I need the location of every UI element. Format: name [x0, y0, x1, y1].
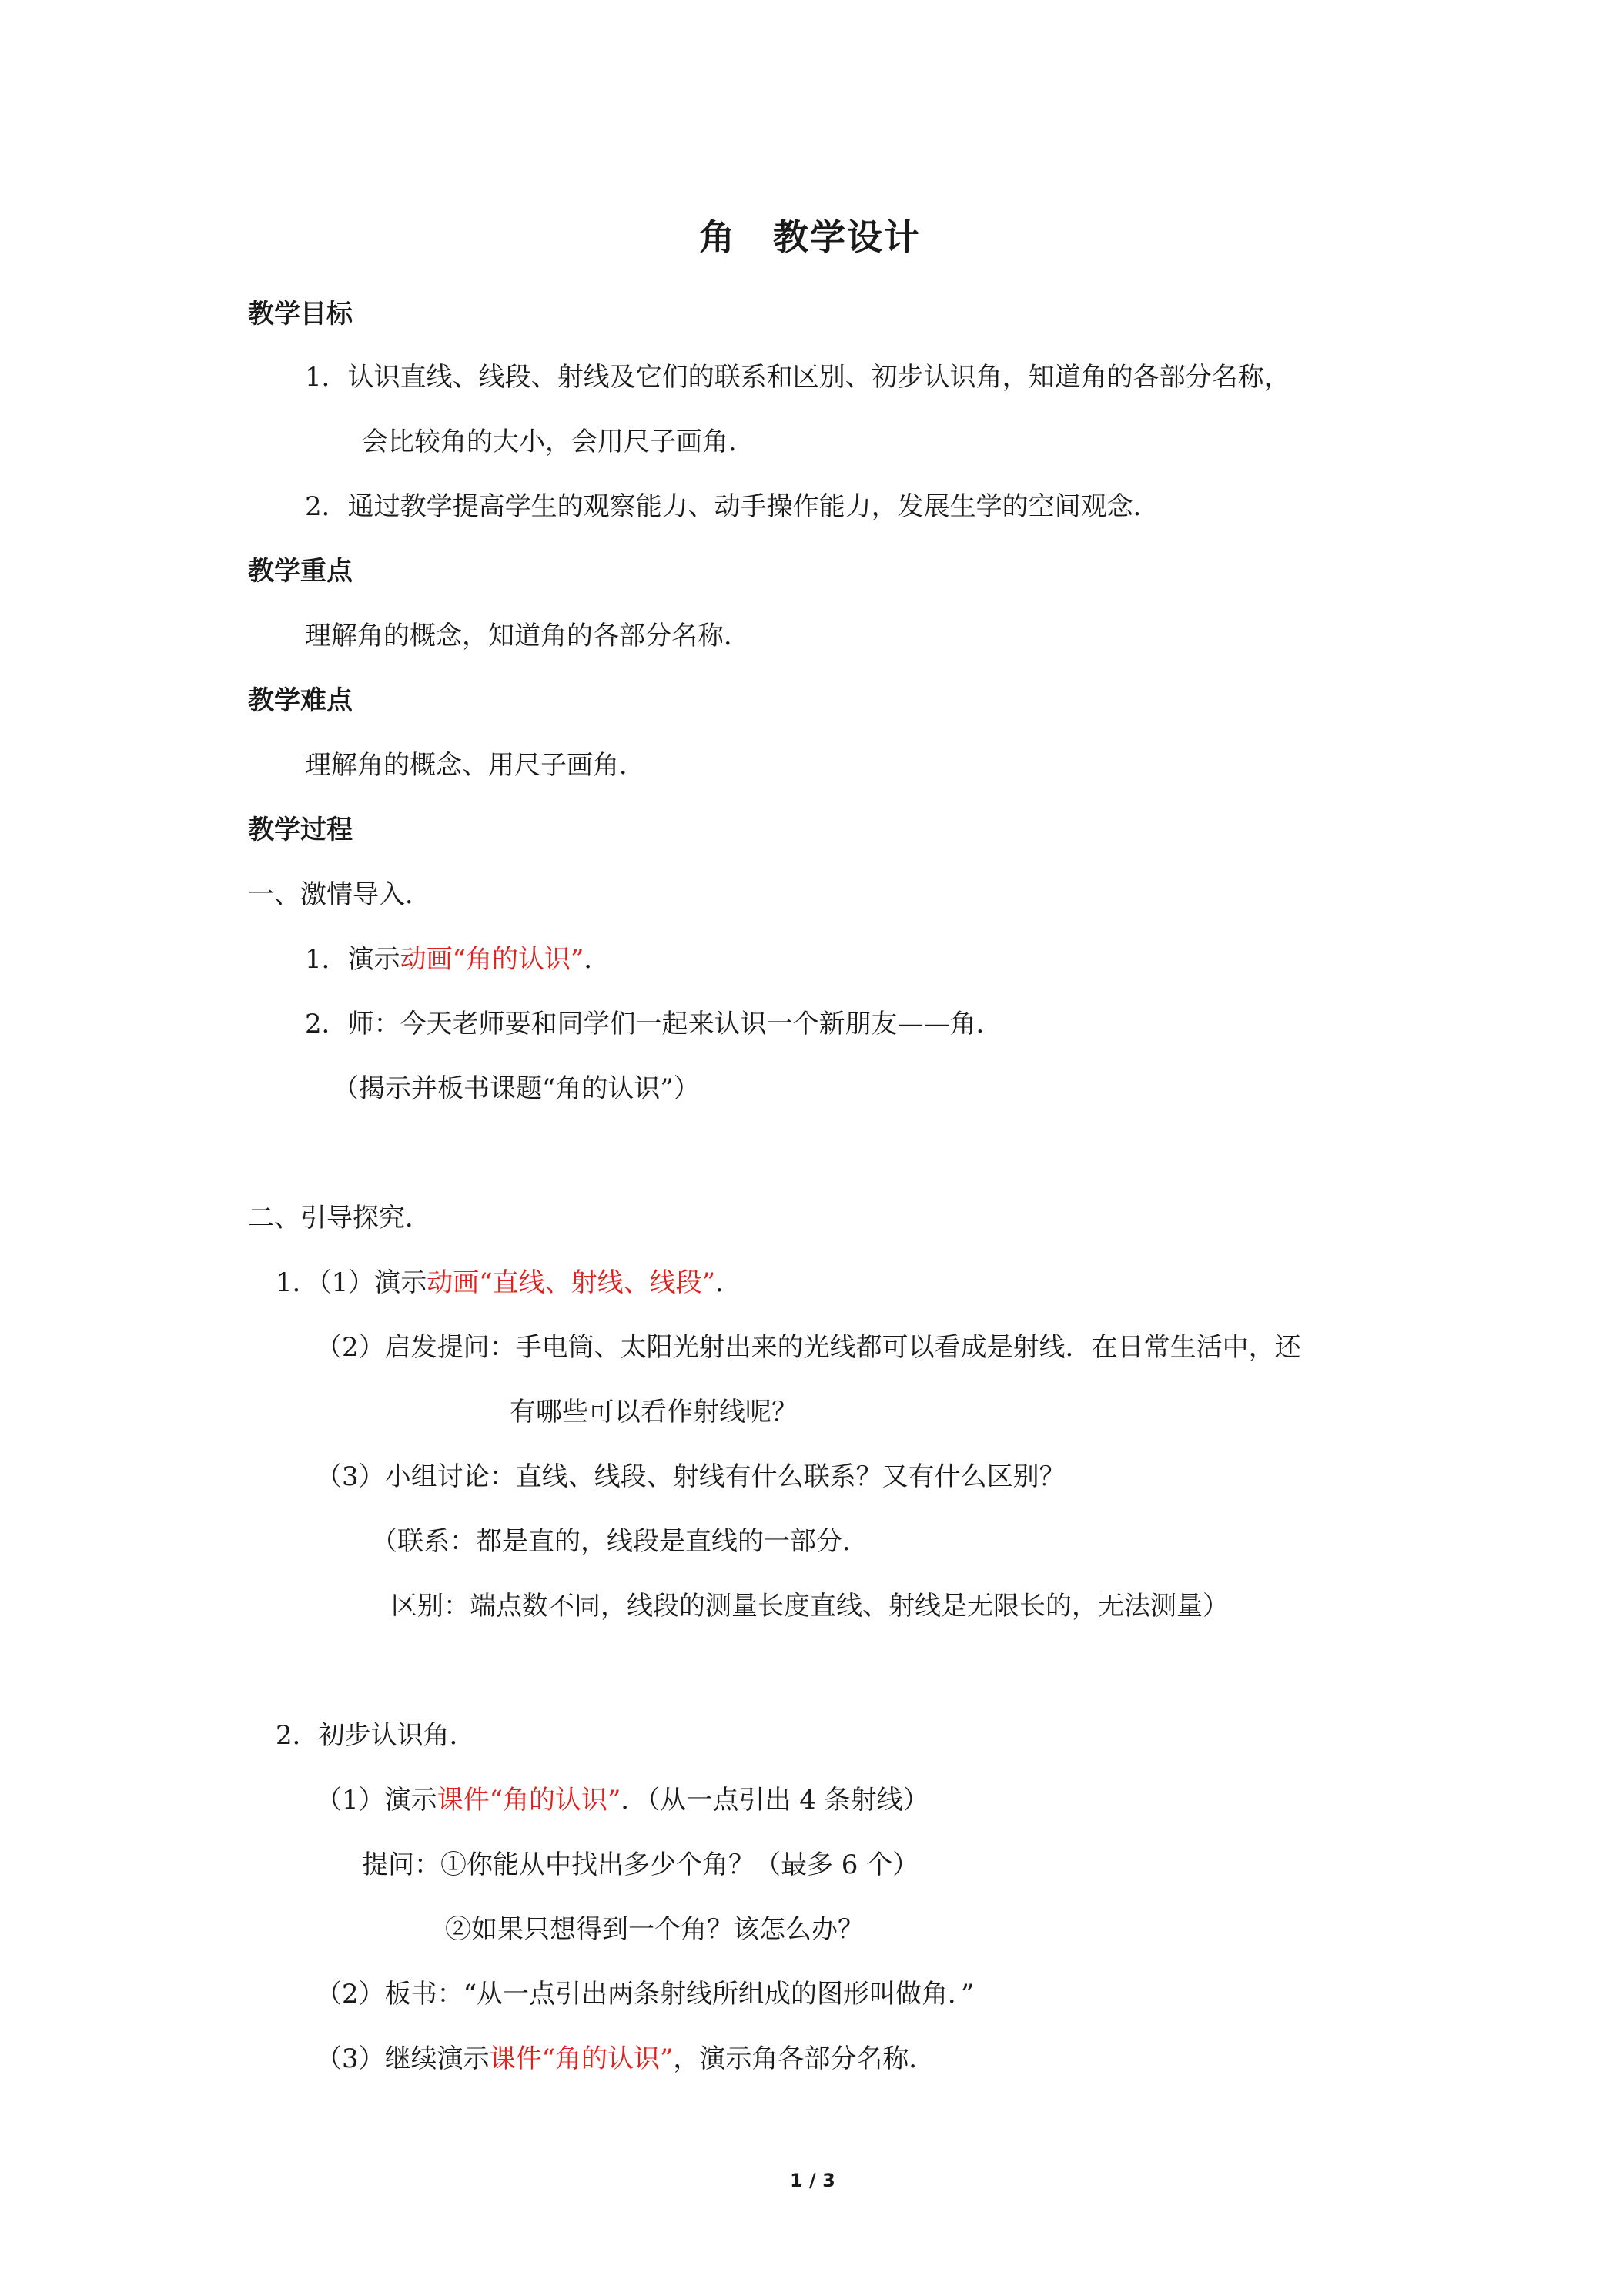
part1-item-2: 2．师：今天老师要和同学们一起来认识一个新朋友——角． — [305, 1009, 1002, 1039]
part2-angle-step-3 — [316, 2040, 935, 2077]
animation-link-angle[interactable]: 动画“角的认识” — [400, 944, 584, 975]
part1-item-1 — [305, 941, 610, 978]
page-number: 1 / 3 — [790, 2170, 835, 2191]
difficulties-text: 理解角的概念、用尺子画角． — [305, 750, 645, 781]
question-1: 提问：①你能从中找出多少个角？（最多 6 个） — [362, 1849, 919, 1880]
part2-angle-step-1 — [316, 1782, 929, 1819]
courseware-link-angle-parts[interactable]: 课件“角的认识” — [489, 2043, 674, 2074]
objective-item-1: 1．认识直线、线段、射线及它们的联系和区别、初步认识角，知道角的各部分名称， — [305, 362, 1290, 393]
courseware-link-angle[interactable]: 课件“角的认识” — [437, 1785, 621, 1816]
part2-title: 二、引导探究． — [248, 1203, 431, 1233]
part1-title: 一、激情导入． — [248, 879, 431, 910]
part1-item-1-prefix: 1．演示 — [305, 944, 400, 975]
part2-angle-step-2: （2）板书：“从一点引出两条射线所组成的图形叫做角．” — [316, 1979, 975, 2010]
part2-step-3: （3）小组讨论：直线、线段、射线有什么联系？又有什么区别？ — [316, 1461, 1066, 1492]
part2-angle-step-1-prefix: （1）演示 — [316, 1785, 437, 1816]
part2-angle-step-3-prefix: （3）继续演示 — [316, 2043, 490, 2074]
page-title: 角 教学设计 — [699, 216, 921, 258]
objective-item-1-continued: 会比较角的大小，会用尺子画角． — [362, 427, 755, 457]
part2-step-3-answer-1: （联系：都是直的，线段是直线的一部分． — [371, 1526, 868, 1557]
difficulties-heading: 教学难点 — [248, 685, 353, 716]
part2-step-2: （2）启发提问：手电筒、太阳光射出来的光线都可以看成是射线．在日常生活中，还 — [316, 1332, 1301, 1363]
process-heading: 教学过程 — [248, 815, 353, 845]
part2-step-1-prefix: 1．（1）演示 — [276, 1267, 427, 1298]
animation-link-lines[interactable]: 动画“直线、射线、线段” — [427, 1267, 716, 1298]
question-2: ②如果只想得到一个角？该怎么办？ — [445, 1914, 864, 1945]
part2-step-3-answer-2: 区别：端点数不同，线段的测量长度直线、射线是无限长的，无法测量） — [391, 1591, 1229, 1622]
part2-step-1-suffix: ． — [715, 1267, 742, 1298]
part2-angle-step-1-suffix: ．（从一点引出 4 条射线） — [621, 1785, 929, 1816]
part2-item-2: 2．初步认识角． — [276, 1720, 476, 1751]
key-points-heading: 教学重点 — [248, 556, 353, 587]
part2-step-2-continued: 有哪些可以看作射线呢？ — [510, 1397, 798, 1427]
objective-item-2: 2．通过教学提高学生的观察能力、动手操作能力，发展生学的空间观念． — [305, 491, 1160, 522]
part1-item-1-suffix: ． — [584, 944, 611, 975]
key-points-text: 理解角的概念，知道角的各部分名称． — [305, 621, 750, 651]
part2-step-1 — [276, 1264, 741, 1301]
part1-note: （揭示并板书课题“角的认识”） — [333, 1073, 700, 1104]
part2-angle-step-3-suffix: ，演示角各部分名称． — [673, 2043, 935, 2074]
objectives-heading: 教学目标 — [248, 299, 353, 330]
